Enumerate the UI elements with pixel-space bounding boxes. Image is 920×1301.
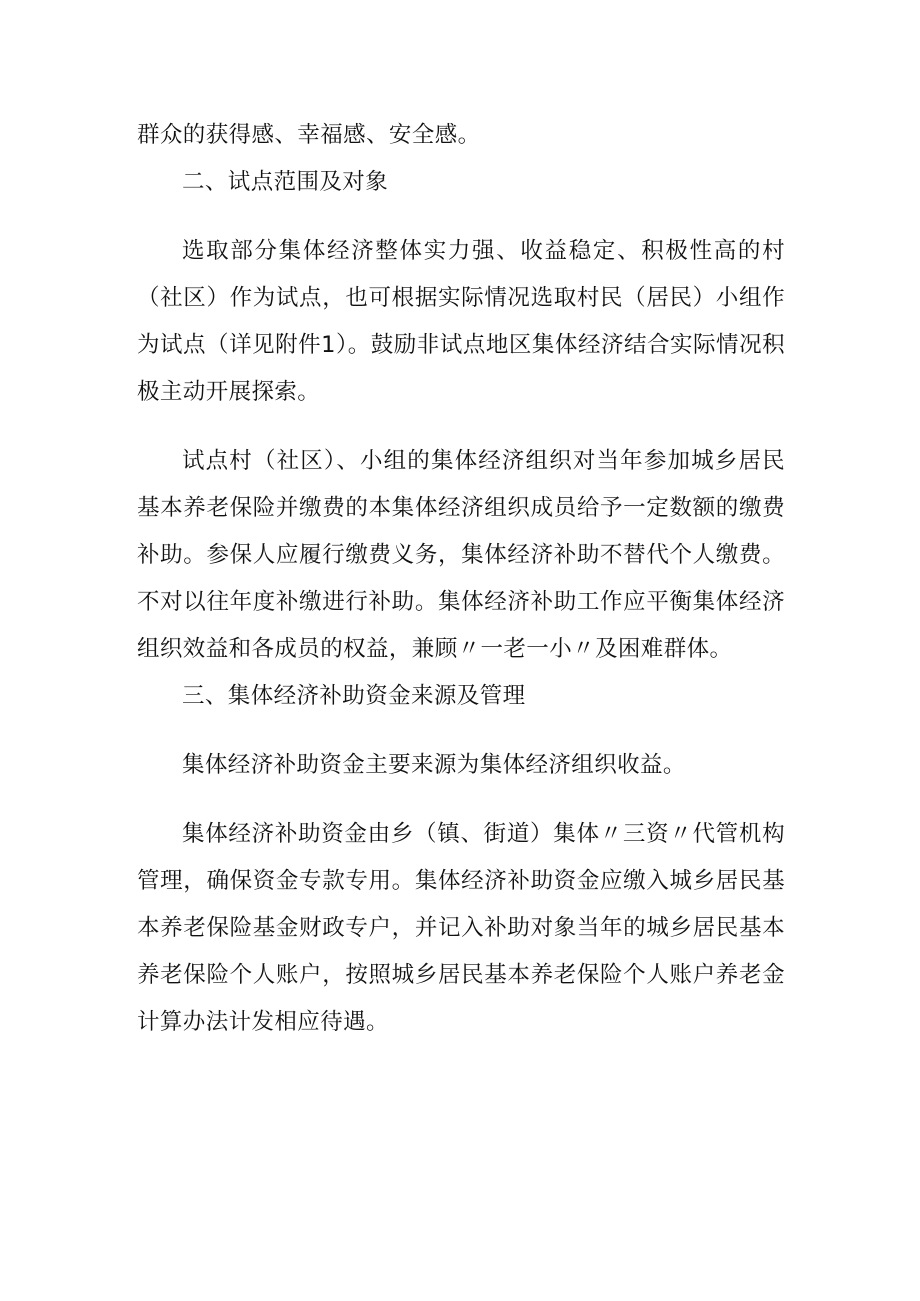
paragraph-fund-source: 集体经济补助资金主要来源为集体经济组织收益。: [182, 752, 686, 778]
paragraph-pilot-subsidy: 试点村（社区）、小组的集体经济组织对当年参加城乡居民基本养老保险并缴费的本集体经济组织成员给予一定数额的缴费补助。参保人应履行缴费义务，集体经济补助不替代个人缴费。不对以往年度补缴进行补助。集体经济补助工作应平衡集体经济组织效益和各成员的权益，兼顾〃一老一小〃及困难群体。: [137, 448, 785, 662]
section-heading-3: 三、集体经济补助资金来源及管理: [182, 683, 526, 709]
paragraph-fund-management: 集体经济补助资金由乡（镇、街道）集体〃三资〃代管机构管理，确保资金专款专用。集体经济补助资金应缴入城乡居民基本养老保险基金财政专户，并记入补助对象当年的城乡居民基本养老保险个人账户，按照城乡居民基本养老保险个人账户养老金计算办法计发相应待遇。: [137, 821, 785, 1035]
document-page: [137, 112, 785, 1046]
section-heading-2: 二、试点范围及对象: [182, 169, 389, 195]
paragraph-pilot-scope: 选取部分集体经济整体实力强、收益稳定、积极性高的村（社区）作为试点，也可根据实际情况选取村民（居民）小组作为试点（详见附件1）。鼓励非试点地区集体经济结合实际情况积极主动开展探索。: [137, 238, 785, 405]
paragraph-continuation: 群众的获得感、幸福感、安全感。: [137, 122, 481, 148]
